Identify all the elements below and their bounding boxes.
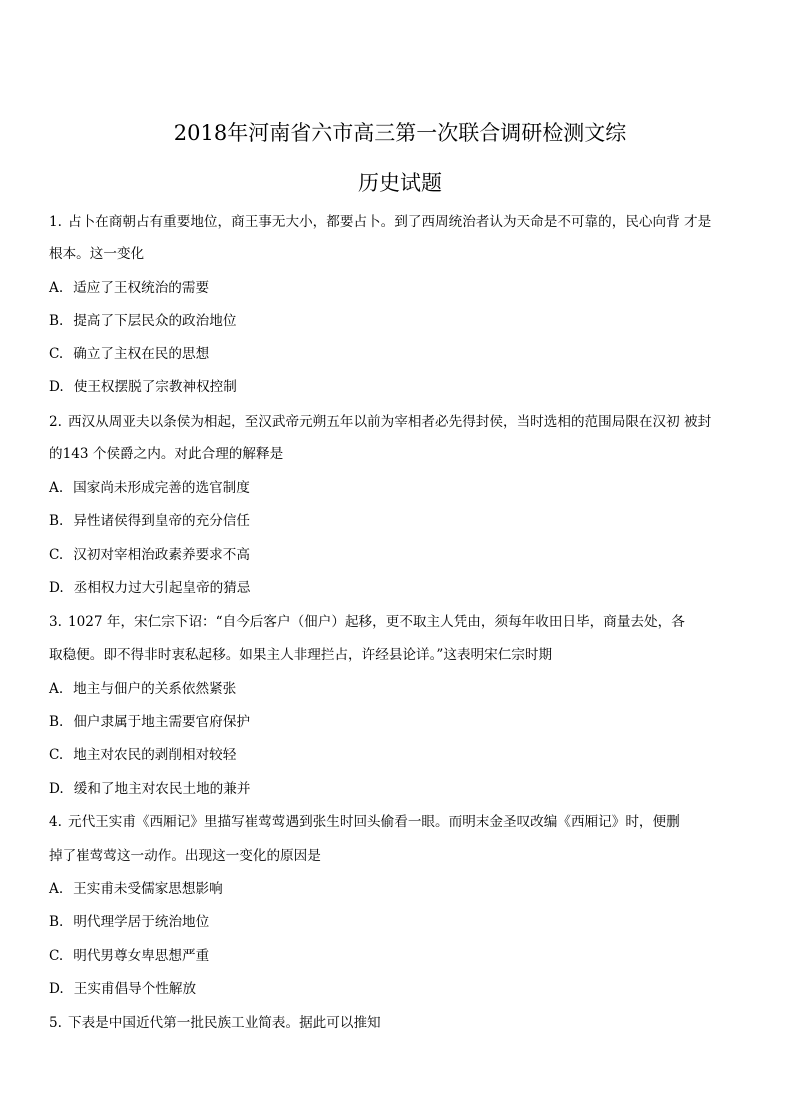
question-3-stem-line-2: 取稳便。即不得非时衷私起移。如果主人非理拦占，许经县论详。”这表明宋仁宗时期 <box>49 647 553 663</box>
option-letter: A. <box>49 280 64 296</box>
option-letter: C. <box>49 747 64 763</box>
question-text: 占卜在商朝占有重要地位，商王事无大小，都要占卜。到了西周统治者认为天命是不可靠的，民心向背 才是 <box>67 214 712 230</box>
option-text: 佃户隶属于地主需要官府保护 <box>73 714 251 730</box>
option-letter: D. <box>49 379 64 395</box>
question-2-stem-line-2: 的143 个侯爵之内。对此合理的解释是 <box>49 446 284 462</box>
option-letter: B. <box>49 313 64 329</box>
question-text: 元代王实甫《西厢记》里描写崔莺莺遇到张生时回头偷看一眼。而明末金圣叹改编《西厢记》时，便删 <box>67 814 680 830</box>
option-letter: B. <box>49 914 64 930</box>
option-letter: C. <box>49 948 64 964</box>
question-1-stem-line-2: 根本。这一变化 <box>49 246 145 262</box>
question-1-option-c <box>49 344 209 364</box>
option-letter: D. <box>49 981 64 997</box>
question-4-stem-line-1 <box>49 812 680 832</box>
question-text: 1027 年，宋仁宗下诏：“自今后客户（佃户）起移，更不取主人凭由，须每年收田日毕，商量去处，各 <box>67 614 685 630</box>
question-text: 下表是中国近代第一批民族工业简表。据此可以推知 <box>67 1015 381 1031</box>
option-letter: C. <box>49 547 64 563</box>
question-3-option-b <box>49 712 250 732</box>
option-text: 丞相权力过大引起皇帝的猜忌 <box>73 580 251 596</box>
option-letter: A. <box>49 881 64 897</box>
question-number: 2. <box>49 414 62 430</box>
option-text: 王实甫倡导个性解放 <box>73 981 197 997</box>
option-text: 使王权摆脱了宗教神权控制 <box>73 379 237 395</box>
question-4-option-b <box>49 912 209 932</box>
question-number: 1. <box>49 214 62 230</box>
question-3-option-a <box>49 679 236 699</box>
question-3-option-c <box>49 745 236 765</box>
option-text: 适应了王权统治的需要 <box>73 280 210 296</box>
question-2-option-b <box>49 511 250 531</box>
question-2-option-c <box>49 545 250 565</box>
question-4-option-c <box>49 946 209 966</box>
option-letter: B. <box>49 714 64 730</box>
question-4-option-d <box>49 979 196 999</box>
option-letter: A. <box>49 681 64 697</box>
question-3-stem-line-1 <box>49 612 685 632</box>
option-letter: D. <box>49 580 64 596</box>
question-2-option-d <box>49 578 250 598</box>
question-number: 4. <box>49 814 62 830</box>
question-2-stem-line-1 <box>49 412 711 432</box>
document-subtitle: 历史试题 <box>358 171 442 195</box>
option-text: 地主对农民的剥削相对较轻 <box>73 747 237 763</box>
question-1-stem-line-1 <box>49 212 711 232</box>
option-text: 汉初对宰相治政素养要求不高 <box>73 547 250 563</box>
option-letter: D. <box>49 781 64 797</box>
question-number: 3. <box>49 614 62 630</box>
question-5-stem-line-1 <box>49 1013 381 1033</box>
option-letter: A. <box>49 480 64 496</box>
option-letter: B. <box>49 513 64 529</box>
question-1-option-a <box>49 278 209 298</box>
option-text: 国家尚未形成完善的选官制度 <box>73 480 250 496</box>
question-4-stem-line-2: 掉了崔莺莺这一动作。出现这一变化的原因是 <box>49 848 321 864</box>
option-text: 地主与佃户的关系依然紧张 <box>73 681 237 697</box>
option-text: 明代理学居于统治地位 <box>73 914 210 930</box>
question-4-option-a <box>49 879 223 899</box>
question-text: 西汉从周亚夫以条侯为相起，至汉武帝元朔五年以前为宰相者必先得封侯，当时选相的范围局限在汉初 被封 <box>67 414 712 430</box>
question-number: 5. <box>49 1015 62 1031</box>
question-2-option-a <box>49 478 250 498</box>
document-title: 2018年河南省六市高三第一次联合调研检测文综 <box>173 121 627 145</box>
question-1-option-b <box>49 311 236 331</box>
option-text: 明代男尊女卑思想严重 <box>73 948 210 964</box>
option-text: 提高了下层民众的政治地位 <box>73 313 237 329</box>
option-text: 缓和了地主对农民土地的兼并 <box>73 781 251 797</box>
option-letter: C. <box>49 346 64 362</box>
option-text: 王实甫未受儒家思想影响 <box>73 881 223 897</box>
question-3-option-d <box>49 779 250 799</box>
option-text: 异性诸侯得到皇帝的充分信任 <box>73 513 251 529</box>
option-text: 确立了主权在民的思想 <box>73 346 210 362</box>
question-1-option-d <box>49 377 237 397</box>
